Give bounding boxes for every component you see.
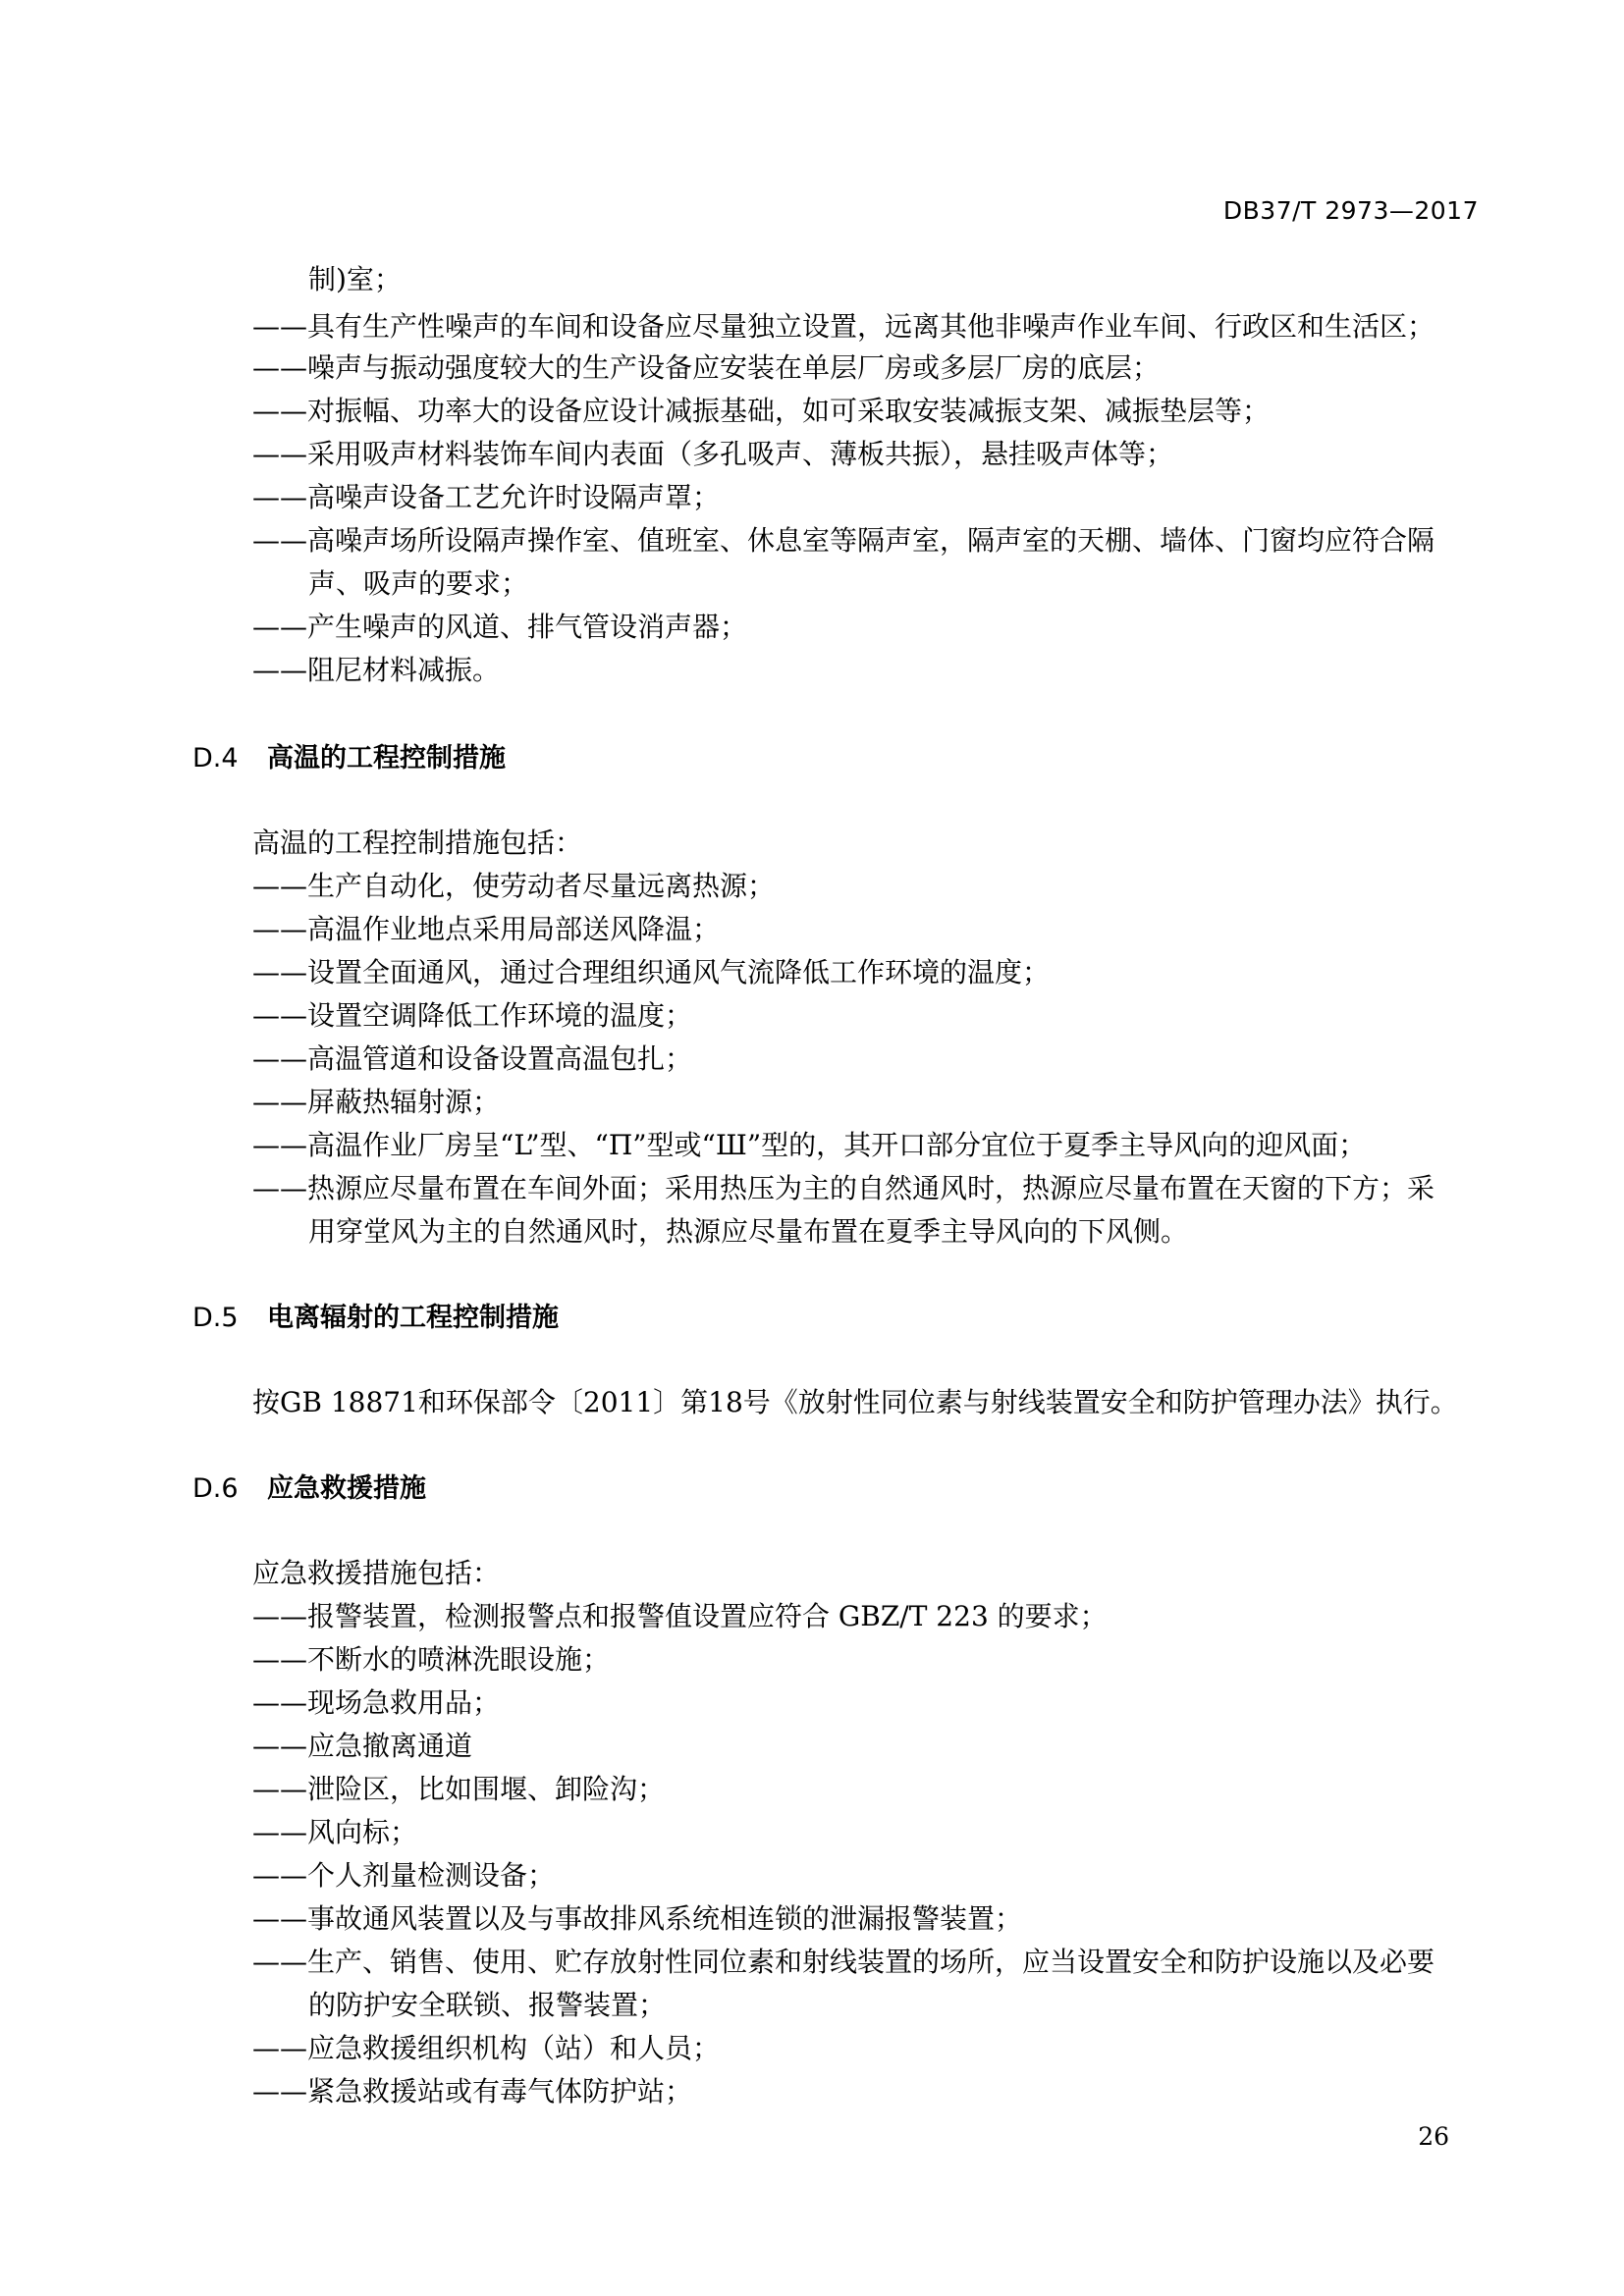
page-number: 26 bbox=[1418, 2122, 1449, 2151]
list-item: ——高噪声设备工艺允许时设隔声罩； bbox=[252, 481, 721, 513]
continuation-line: 用穿堂风为主的自然通风时，热源应尽量布置在夏季主导风向的下风侧。 bbox=[308, 1215, 1189, 1248]
list-item: ——个人剂量检测设备； bbox=[252, 1859, 556, 1892]
list-item: ——高噪声场所设隔声操作室、值班室、休息室等隔声室，隔声室的天棚、墙体、门窗均应符合隔 bbox=[252, 524, 1435, 557]
section-body: 按GB 18871和环保部令〔2011〕第18号《放射性同位素与射线装置安全和防护管理办法》执行。 bbox=[252, 1386, 1458, 1418]
section-heading-d4 bbox=[192, 738, 506, 779]
list-item: ——屏蔽热辐射源； bbox=[252, 1086, 501, 1118]
section-number: D.4 bbox=[192, 743, 239, 774]
list-item: ——现场急救用品； bbox=[252, 1686, 501, 1719]
list-item: ——应急救援组织机构（站）和人员； bbox=[252, 2032, 721, 2064]
section-number: D.5 bbox=[192, 1303, 239, 1333]
list-item: ——报警装置，检测报警点和报警值设置应符合 GBZ/T 223 的要求； bbox=[252, 1600, 1108, 1632]
list-item: ——泄险区，比如围堰、卸险沟； bbox=[252, 1773, 666, 1805]
section-title: 高温的工程控制措施 bbox=[267, 743, 506, 774]
list-item: ——采用吸声材料装饰车间内表面（多孔吸声、薄板共振），悬挂吸声体等； bbox=[252, 438, 1174, 470]
list-item: ——高温作业厂房呈“L”型、“П”型或“Ш”型的，其开口部分宜位于夏季主导风向的迎风面； bbox=[252, 1129, 1367, 1161]
section-intro: 高温的工程控制措施包括： bbox=[252, 827, 583, 859]
list-item: ——生产、销售、使用、贮存放射性同位素和射线装置的场所，应当设置安全和防护设施以及必要 bbox=[252, 1946, 1435, 1978]
document-code: DB37/T 2973—2017 bbox=[1222, 196, 1479, 225]
list-item: ——风向标； bbox=[252, 1816, 418, 1848]
list-item: ——对振幅、功率大的设备应设计减振基础，如可采取安装减振支架、减振垫层等； bbox=[252, 395, 1271, 427]
section-heading-d6 bbox=[192, 1468, 426, 1510]
list-item: ——高温管道和设备设置高温包扎； bbox=[252, 1042, 693, 1075]
section-intro: 应急救援措施包括： bbox=[252, 1557, 501, 1589]
section-title: 电离辐射的工程控制措施 bbox=[267, 1303, 559, 1333]
continuation-line: 声、吸声的要求； bbox=[308, 567, 529, 600]
list-item: ——噪声与振动强度较大的生产设备应安装在单层厂房或多层厂房的底层； bbox=[252, 351, 1161, 384]
continuation-line: 制)室； bbox=[308, 263, 402, 295]
continuation-line: 的防护安全联锁、报警装置； bbox=[308, 1989, 667, 2021]
list-item: ——生产自动化，使劳动者尽量远离热源； bbox=[252, 870, 776, 902]
section-number: D.6 bbox=[192, 1473, 239, 1504]
list-item: ——阻尼材料减振。 bbox=[252, 654, 501, 686]
list-item: ——应急撤离通道 bbox=[252, 1730, 473, 1762]
list-item: ——事故通风装置以及与事故排风系统相连锁的泄漏报警装置； bbox=[252, 1902, 1023, 1935]
list-item: ——具有生产性噪声的车间和设备应尽量独立设置，远离其他非噪声作业车间、行政区和生活区； bbox=[252, 310, 1435, 343]
section-heading-d5 bbox=[192, 1298, 559, 1339]
list-item: ——产生噪声的风道、排气管设消声器； bbox=[252, 611, 748, 643]
list-item: ——高温作业地点采用局部送风降温； bbox=[252, 913, 721, 945]
list-item: ——紧急救援站或有毒气体防护站； bbox=[252, 2075, 693, 2108]
list-item: ——设置空调降低工作环境的温度； bbox=[252, 999, 693, 1032]
list-item: ——热源应尽量布置在车间外面；采用热压为主的自然通风时，热源应尽量布置在天窗的下方；采 bbox=[252, 1172, 1435, 1204]
section-title: 应急救援措施 bbox=[267, 1473, 426, 1504]
list-item: ——不断水的喷淋洗眼设施； bbox=[252, 1643, 611, 1676]
list-item: ——设置全面通风，通过合理组织通风气流降低工作环境的温度； bbox=[252, 956, 1051, 988]
